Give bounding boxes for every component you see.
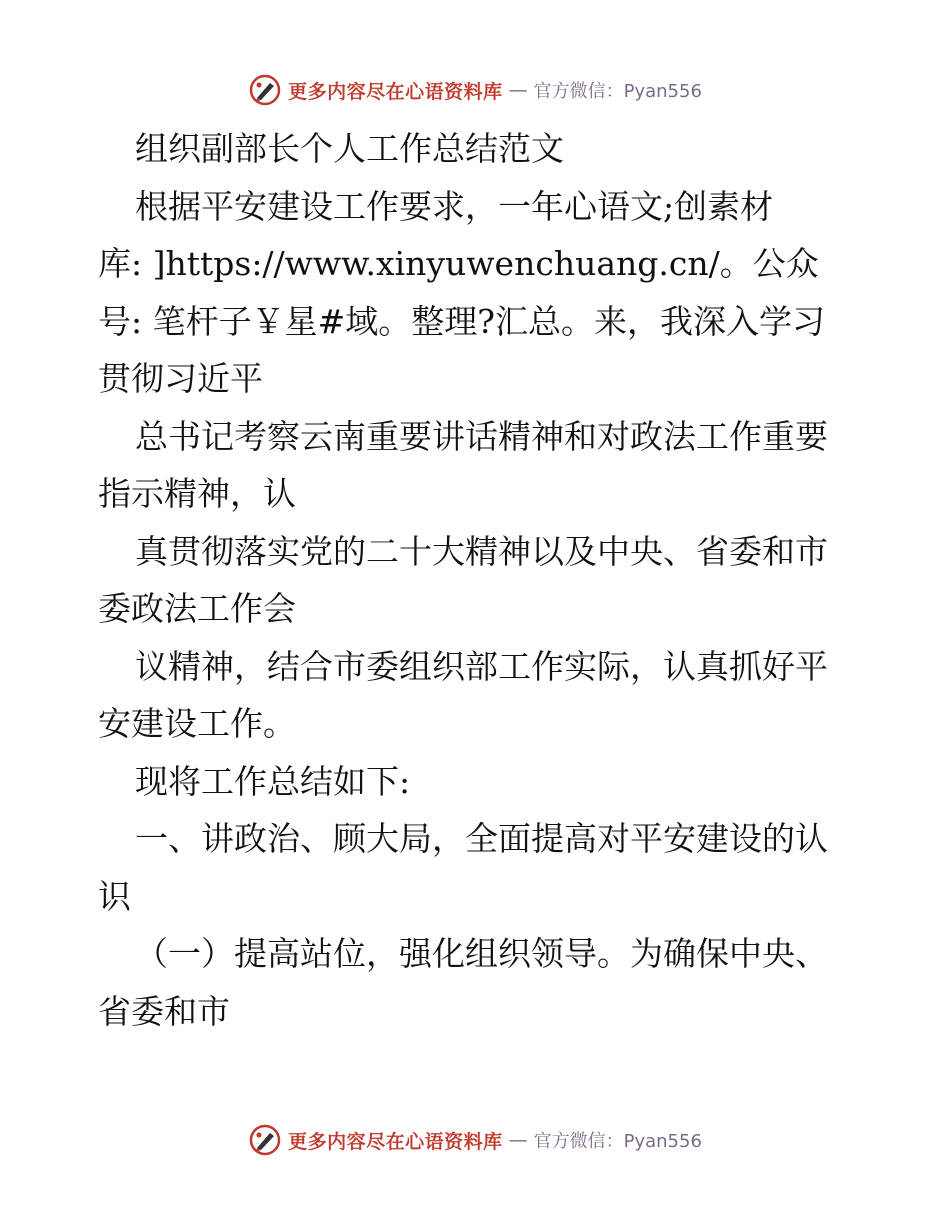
banner-separator: — [508,79,528,101]
paragraph-line: 议精神，结合市委组织部工作实际，认真抓好平 [135,646,828,686]
paragraph-line: 现将工作总结如下: [135,761,411,801]
paragraph-line: 根据平安建设工作要求，一年心语文;创素材 [135,186,774,226]
subsection-heading: （一）提高站位，强化组织领导。为确保中央、 [135,934,828,973]
header-banner [0,70,950,110]
section-heading: 一、讲政治、顾大局，全面提高对平安建设的认 [135,819,828,858]
paragraph-line: 省委和市 [98,991,230,1031]
paragraph-line: 贯彻习近平 [98,359,263,398]
section-heading-cont: 识 [98,876,131,916]
paragraph-line: 安建设工作。 [98,704,296,743]
banner-wechat: 官方微信：Pyan556 [533,81,702,102]
banner-wechat: 官方微信：Pyan556 [533,1131,702,1152]
paragraph-line: 指示精神，认 [98,474,296,513]
banner-separator: — [508,1129,528,1151]
banner-site-name: 更多内容尽在心语资料库 [288,1130,503,1153]
paragraph-line: 委政法工作会 [98,589,296,628]
paragraph-line: 号: 笔杆子￥星#域。整理?汇总。来，我深入学习 [98,301,825,341]
document-title: 组织副部长个人工作总结范文 [135,129,564,168]
paragraph-line: 总书记考察云南重要讲话精神和对政法工作重要 [135,416,828,456]
document-body [98,120,868,1040]
pen-logo-icon [248,73,282,107]
pen-logo-icon [248,1123,282,1157]
footer-banner [0,1120,950,1160]
banner-site-name: 更多内容尽在心语资料库 [288,80,503,103]
paragraph-line: 库: ]https://www.xinyuwenchuang.cn/。公众 [98,244,819,283]
paragraph-line: 真贯彻落实党的二十大精神以及中央、省委和市 [135,531,828,571]
